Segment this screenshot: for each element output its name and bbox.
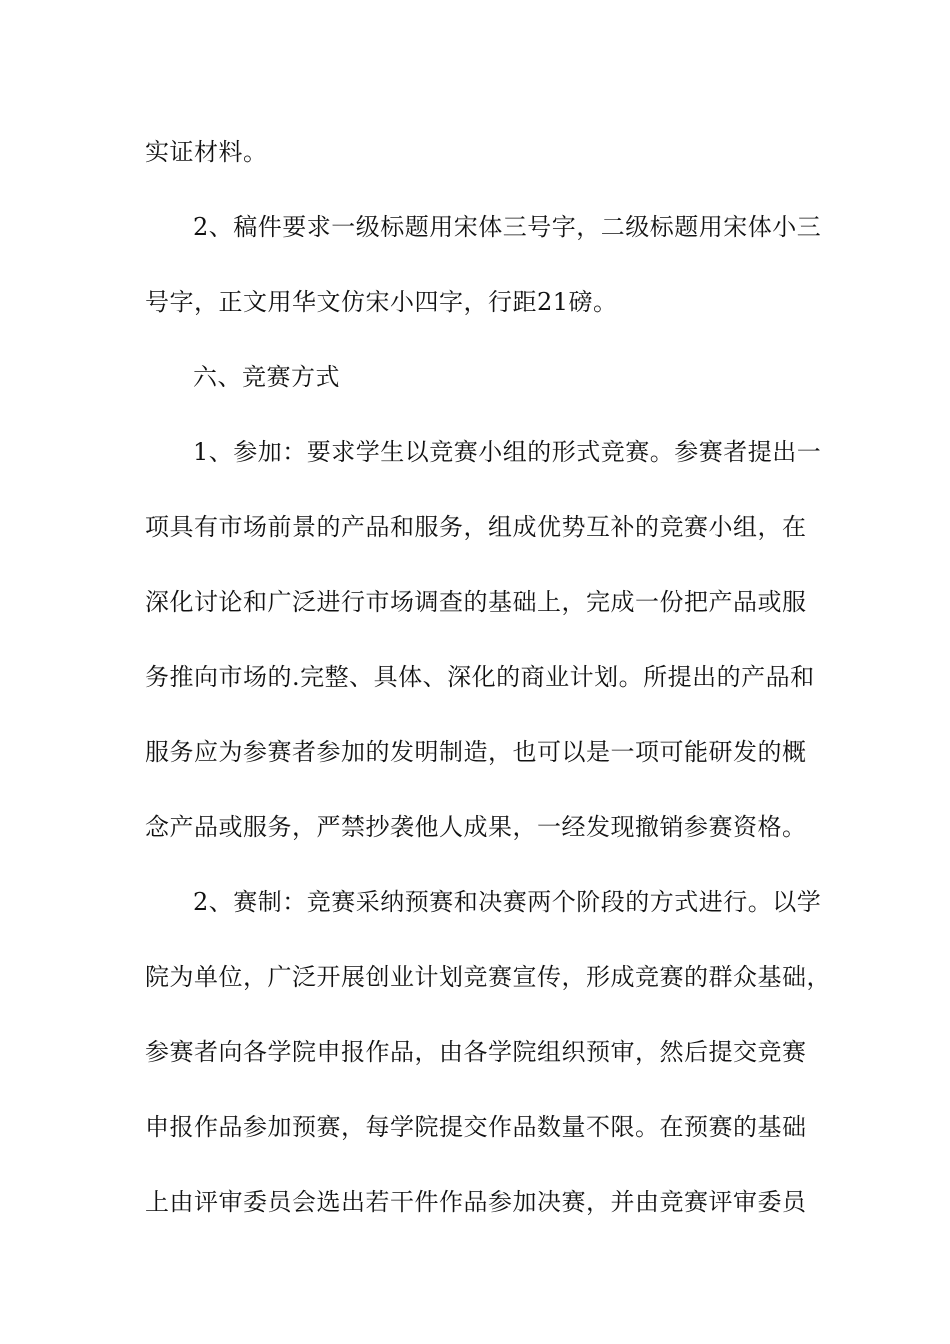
body-text-line: 深化讨论和广泛进行市场调查的基础上，完成一份把产品或服 [145,588,807,616]
body-text-line: 念产品或服务，严禁抄袭他人成果，一经发现撤销参赛资格。 [145,813,807,841]
body-text-line: 上由评审委员会选出若干件作品参加决赛，并由竞赛评审委员 [145,1188,807,1216]
body-text-line: 务推向市场的.完整、具体、深化的商业计划。所提出的产品和 [145,663,815,691]
body-text-line: 服务应为参赛者参加的发明制造，也可以是一项可能研发的概 [145,738,807,766]
body-text-line: 2、赛制：竞赛采纳预赛和决赛两个阶段的方式进行。以学 [193,888,822,916]
body-text-line: 1、参加：要求学生以竞赛小组的形式竞赛。参赛者提出一 [193,438,822,466]
body-text-line: 申报作品参加预赛，每学院提交作品数量不限。在预赛的基础 [145,1113,807,1141]
body-text-line: 2、稿件要求一级标题用宋体三号字，二级标题用宋体小三 [193,213,822,241]
body-text-line: 实证材料。 [145,138,268,166]
body-text-line: 院为单位，广泛开展创业计划竞赛宣传，形成竞赛的群众基础， [145,963,831,991]
body-text-line: 项具有市场前景的产品和服务，组成优势互补的竞赛小组，在 [145,513,807,541]
section-heading: 六、竞赛方式 [193,363,340,391]
body-text-line: 号字，正文用华文仿宋小四字，行距21磅。 [145,288,618,316]
body-text-line: 参赛者向各学院申报作品，由各学院组织预审，然后提交竞赛 [145,1038,807,1066]
